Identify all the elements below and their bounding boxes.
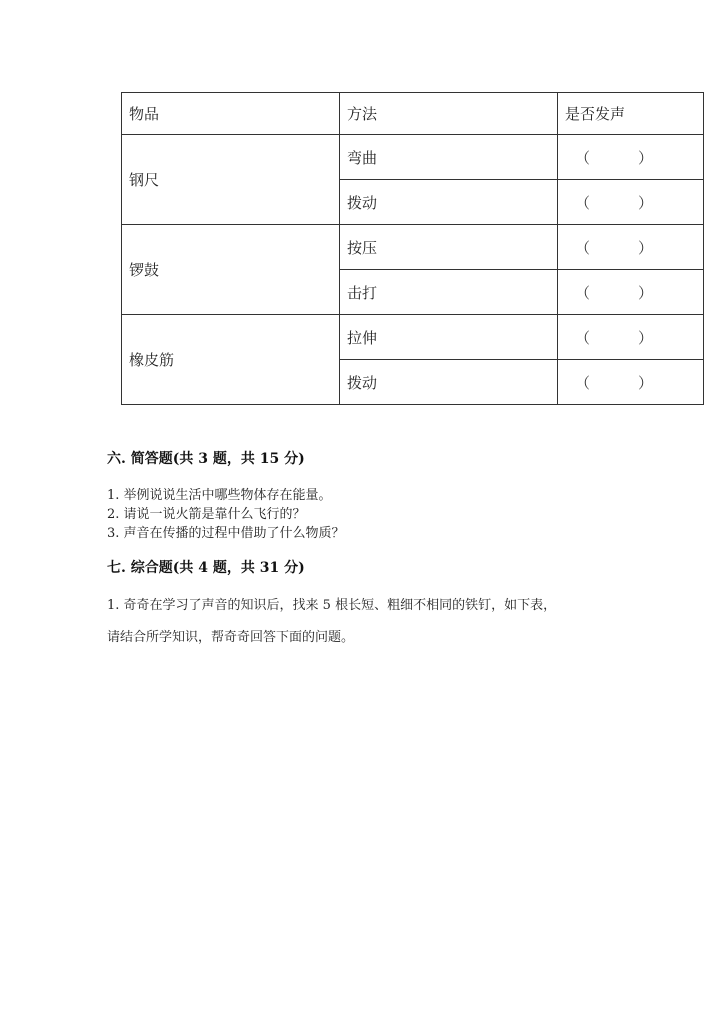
method-cell: 拨动 xyxy=(340,360,558,405)
table-row xyxy=(122,225,704,270)
paren-close: ） xyxy=(638,283,654,302)
section-6-title: 六. 简答题(共 3 题，共 15 分) xyxy=(107,451,305,467)
answer-blank[interactable] xyxy=(558,360,704,405)
question-item: 2. 请说一说火箭是靠什么飞行的？ xyxy=(107,507,306,522)
section-7-title: 七. 综合题(共 4 题，共 31 分) xyxy=(107,560,305,576)
method-cell: 拉伸 xyxy=(340,315,558,360)
paren-open: （ xyxy=(575,238,591,257)
paren-open: （ xyxy=(575,328,591,347)
paren-open: （ xyxy=(575,193,591,212)
paren-open: （ xyxy=(575,148,591,167)
table-row xyxy=(122,315,704,360)
method-cell: 弯曲 xyxy=(340,135,558,180)
answer-blank[interactable] xyxy=(558,180,704,225)
header-item: 物品 xyxy=(122,93,340,135)
question-continuation: 请结合所学知识，帮奇奇回答下面的问题。 xyxy=(107,630,355,645)
sound-table xyxy=(121,92,704,405)
header-sound: 是否发声 xyxy=(558,93,704,135)
answer-blank[interactable] xyxy=(558,225,704,270)
item-cell: 钢尺 xyxy=(122,135,340,225)
paren-open: （ xyxy=(575,373,591,392)
question-item: 1. 举例说说生活中哪些物体存在能量。 xyxy=(107,488,332,503)
paren-open: （ xyxy=(575,283,591,302)
paren-close: ） xyxy=(638,148,654,167)
table-row xyxy=(122,135,704,180)
paren-close: ） xyxy=(638,193,654,212)
paren-close: ） xyxy=(638,238,654,257)
item-cell: 锣鼓 xyxy=(122,225,340,315)
answer-blank[interactable] xyxy=(558,135,704,180)
method-cell: 按压 xyxy=(340,225,558,270)
method-cell: 拨动 xyxy=(340,180,558,225)
question-item: 3. 声音在传播的过程中借助了什么物质？ xyxy=(107,526,345,541)
method-cell: 击打 xyxy=(340,270,558,315)
item-cell: 橡皮筋 xyxy=(122,315,340,405)
table-header-row xyxy=(122,93,704,135)
answer-blank[interactable] xyxy=(558,270,704,315)
answer-blank[interactable] xyxy=(558,315,704,360)
paren-close: ） xyxy=(638,328,654,347)
question-item: 1. 奇奇在学习了声音的知识后，找来 5 根长短、粗细不相同的铁钉，如下表， xyxy=(107,598,557,613)
header-method: 方法 xyxy=(340,93,558,135)
paren-close: ） xyxy=(638,373,654,392)
